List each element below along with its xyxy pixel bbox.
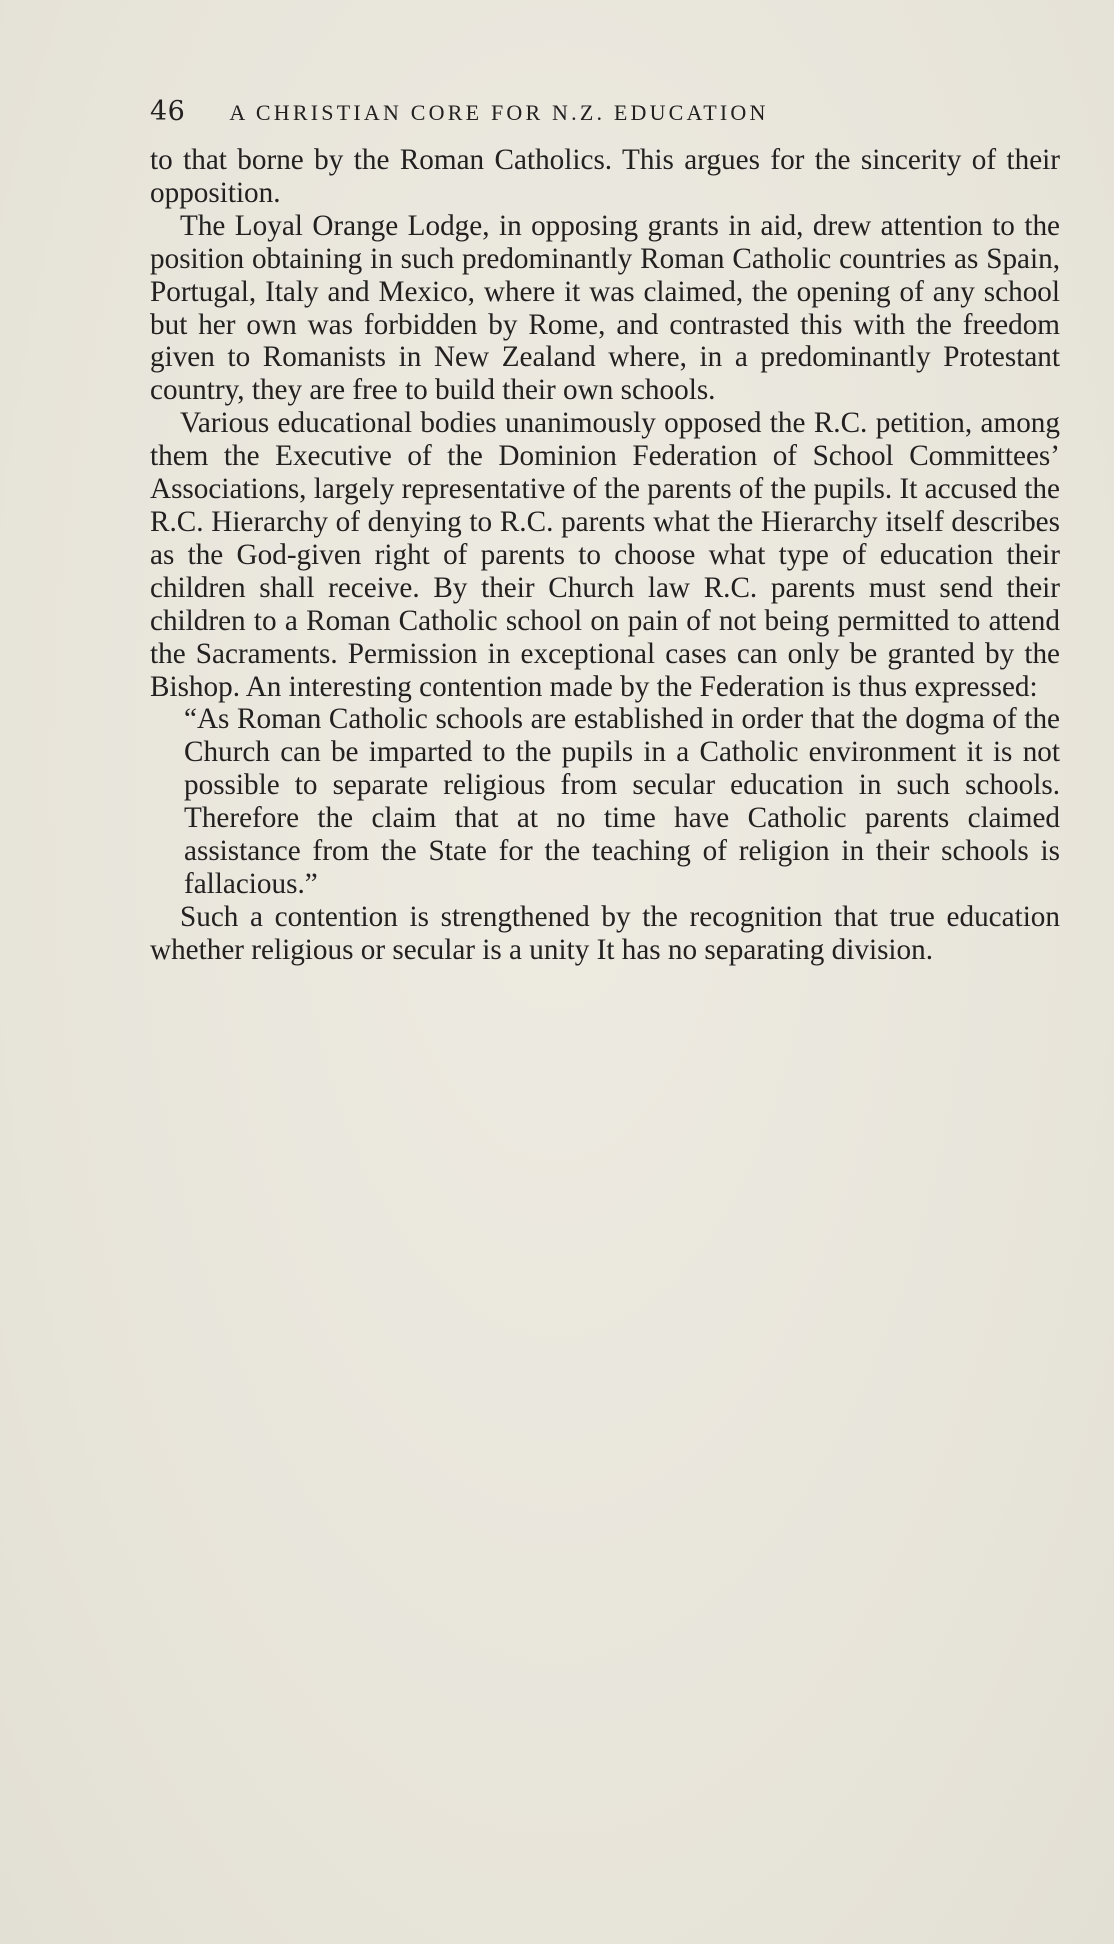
running-head (150, 96, 1060, 138)
body-text (150, 144, 1060, 967)
paragraph-continuation: to that borne by the Roman Catholics. This argues for the sincerity of their opposition. (150, 144, 1060, 209)
paragraph-educational-bodies: Various educational bodies unanimously opposed the R.C. petition, among them the Executive of the Dominion Federation of School Committees’ Associations, largely representative of the parents of the pupils. It accused the R.C. Hierarchy of denying to R.C. parents what the Hierarchy itself describes as the God-given right of parents to choose what type of education their children shall receive. By their Church law R.C. parents must send their children to a Roman Catholic school on pain of not being permitted to attend the Sacraments. Permission in exceptional cases can only be granted by the Bishop. An interesting contention made by the Federation is thus expressed: (150, 407, 1060, 703)
block-quote-federation: “As Roman Catholic schools are established in order that the dogma of the Church can be imparted to the pupils in a Catholic environment it is not possible to separate religious from secular education in such schools. Therefore the claim that at no time have Catholic parents claimed assistance from the State for the teaching of religion in their schools is fallacious.” (184, 703, 1060, 900)
paragraph-contention: Such a contention is strengthened by the recognition that true education whether religious or secular is a unity It has no separating division. (150, 900, 1060, 966)
book-page (150, 96, 1060, 967)
running-title: A CHRISTIAN CORE FOR N.Z. EDUCATION (229, 100, 769, 125)
paragraph-orange-lodge: The Loyal Orange Lodge, in opposing grants in aid, drew attention to the position obtaining in such predominantly Roman Catholic countries as Spain, Portugal, Italy and Mexico, where it was claimed, the opening of any school but her own was forbidden by Rome, and contrasted this with the freedom given to Romanists in New Zealand where, in a predominantly Protestant country, they are free to build their own schools. (150, 209, 1060, 407)
page-number: 46 (150, 96, 186, 127)
